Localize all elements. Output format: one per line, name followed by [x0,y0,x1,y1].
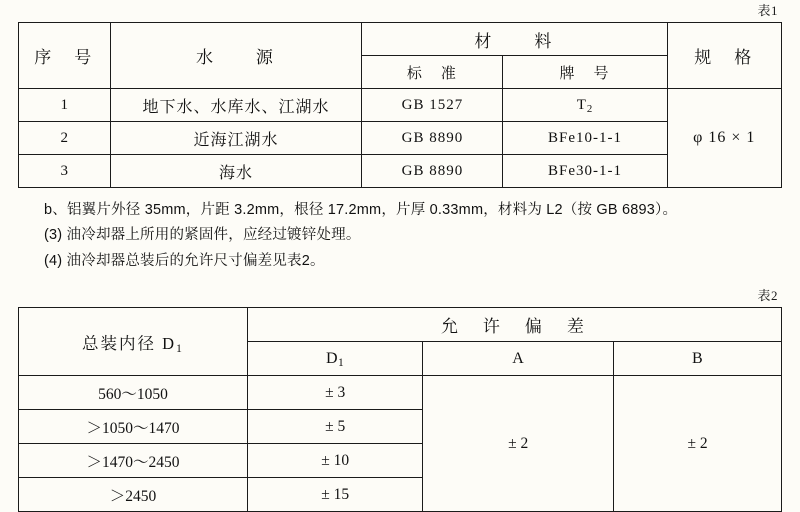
row-index: 3 [19,155,111,188]
header-tolerance: 允 许 偏 差 [247,308,781,342]
row-brand [503,89,667,122]
header-col-d1-sub: 1 [338,356,345,369]
header-standard: 标 准 [362,56,503,89]
note-b: b、铝翼片外径 35mm，片距 3.2mm，根径 17.2mm，片厚 0.33mm，材料为 L2（按 GB 6893）。 [44,202,678,218]
row-range: 560～1050 [19,376,248,410]
header-assembly-sub: 1 [176,340,184,355]
header-assembly-text: 总装内径 D [81,333,176,353]
row-brand: BFe10-1-1 [503,122,667,155]
row-brand-sub: 2 [586,102,594,115]
row-b-tolerance: ± 2 [614,376,782,512]
row-source: 地下水、水库水、江湖水 [110,89,362,122]
table-header-row [19,23,782,56]
notes-block [18,198,782,274]
header-source: 水 源 [110,23,362,89]
header-col-b: B [614,342,782,376]
note-3: (3) 油冷却器上所用的紧固件，应经过镀锌处理。 [44,227,361,244]
row-a-tolerance: ± 2 [423,376,614,512]
row-standard: GB 1527 [362,89,503,122]
row-index: 2 [19,122,111,155]
row-standard: GB 8890 [362,122,503,155]
header-col-d1-text: D [325,349,339,367]
header-assembly-diameter [19,308,248,376]
note-4: (4) 油冷却器总装后的允许尺寸偏差见表2。 [44,252,325,269]
row-source: 近海江湖水 [110,122,362,155]
row-source: 海水 [110,155,362,188]
material-table [18,22,782,188]
row-index: 1 [19,89,111,122]
row-standard: GB 8890 [362,155,503,188]
header-col-d1 [247,342,422,376]
row-brand-text: T [576,96,587,113]
header-material: 材 料 [362,23,667,56]
header-index: 序 号 [19,23,111,89]
row-range: ＞1470～2450 [19,444,248,478]
table2-caption: 表2 [757,288,778,304]
row-spec: φ 16 × 1 [667,89,781,188]
header-col-a: A [423,342,614,376]
table1-caption: 表1 [757,3,778,18]
row-d1-tolerance: ± 10 [247,444,422,478]
table-row [19,376,782,410]
row-range: ＞2450 [19,478,248,512]
table-header-row [19,308,782,342]
row-range: ＞1050～1470 [19,410,248,444]
row-d1-tolerance: ± 3 [247,376,422,410]
tolerance-table [18,307,782,512]
table-row [19,89,782,122]
header-spec: 规 格 [667,23,781,89]
row-d1-tolerance: ± 5 [247,410,422,444]
header-brand: 牌 号 [503,56,667,89]
row-d1-tolerance: ± 15 [247,478,422,512]
row-brand: BFe30-1-1 [503,155,667,188]
